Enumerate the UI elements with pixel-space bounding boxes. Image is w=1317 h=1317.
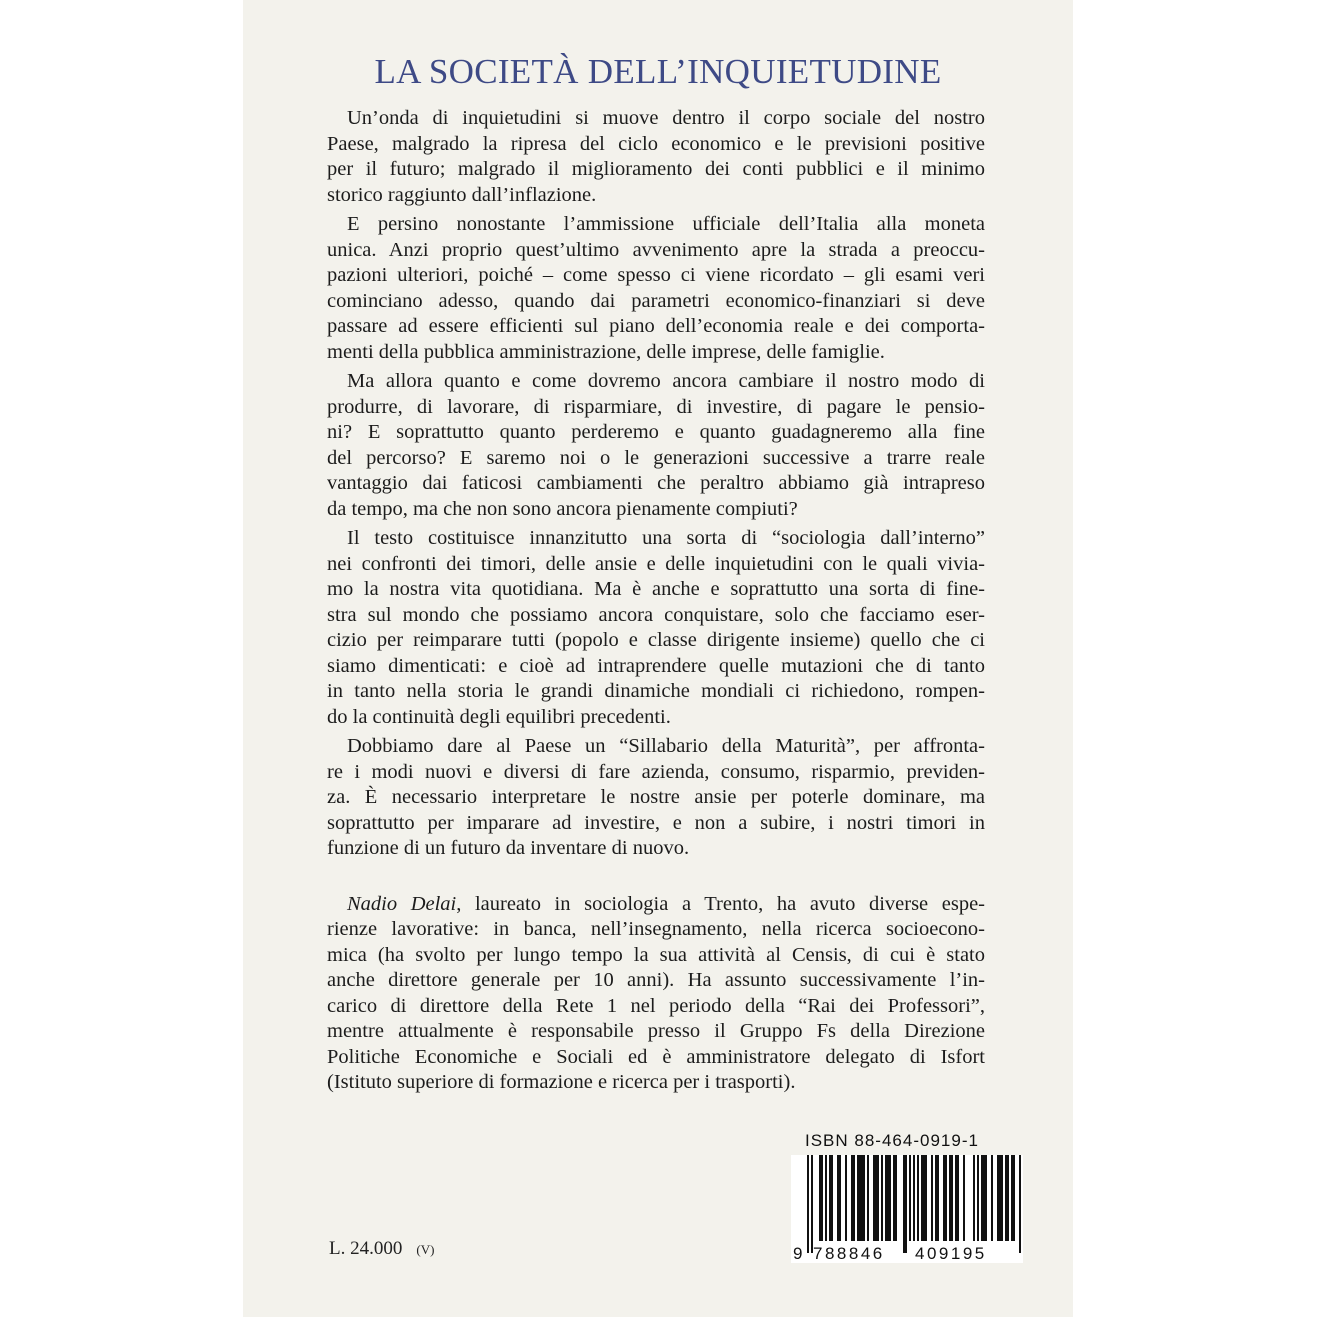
barcode-bar <box>1005 1155 1009 1241</box>
paragraph-line: nei confronti dei timori, delle ansie e delle inquietudini con le quali vivia- <box>327 552 985 575</box>
barcode-bar <box>949 1155 953 1241</box>
barcode-bar <box>943 1155 947 1241</box>
paragraph-line: Un’onda di inquietudini si muove dentro il corpo sociale del nostro <box>347 107 985 129</box>
barcode-bar <box>807 1155 809 1253</box>
barcode-bar <box>845 1155 847 1241</box>
author-bio <box>327 892 985 1096</box>
paragraph-line: siamo dimenticati: e cioè ad intraprendere quelle mutazioni che di tanto <box>327 654 985 677</box>
barcode-bar <box>921 1155 927 1241</box>
author-name: Nadio Delai <box>347 892 457 915</box>
paragraph-line: da tempo, ma che non sono ancora pienamente compiuti? <box>327 497 798 520</box>
paragraph-line: cizio per reimparare tutti (popolo e classe dirigente insieme) quello che ci <box>327 629 985 651</box>
barcode-bar <box>917 1155 919 1241</box>
blurb-paragraphs <box>327 106 985 862</box>
paragraph-line: do la continuità degli equilibri precedenti. <box>327 705 671 728</box>
paragraph-line: menti della pubblica amministrazione, delle imprese, delle famiglie. <box>327 340 885 363</box>
barcode-bar <box>837 1155 841 1241</box>
barcode-bar <box>931 1155 933 1241</box>
paragraph <box>327 212 985 365</box>
author-bio-line: anche direttore generale per 10 anni). Ha assunto successivamente l’in- <box>327 969 985 991</box>
barcode-right-digits: 409195 <box>915 1244 987 1263</box>
barcode-bar <box>973 1155 975 1241</box>
barcode-bar <box>935 1155 939 1241</box>
paragraph-line: za. È necessario interpretare le nostre ansie per poterle dominare, ma <box>327 786 985 808</box>
paragraph-line: E persino nonostante l’ammissione ufficiale dell’Italia alla moneta <box>347 213 985 235</box>
paragraph <box>327 369 985 522</box>
book-title: LA SOCIETÀ DELL’INQUIETUDINE <box>374 52 942 91</box>
paragraph-line: vantaggio dai faticosi cambiamenti che peraltro abbiamo già intrapreso <box>327 472 985 494</box>
barcode <box>791 1155 1023 1263</box>
price-value: L. 24.000 <box>329 1238 403 1259</box>
paragraph-line: ni? E soprattutto quanto perderemo e quanto guadagneremo alla fine <box>327 421 985 443</box>
barcode-bar <box>893 1155 897 1241</box>
barcode-bar <box>811 1155 813 1253</box>
barcode-bar <box>991 1155 993 1241</box>
barcode-bar <box>977 1155 979 1241</box>
barcode-bar <box>873 1155 879 1241</box>
barcode-bar <box>955 1155 959 1241</box>
book-back-cover <box>243 0 1073 1317</box>
author-bio-line: rienze lavorative: in banca, nell’insegnamento, nella ricerca socioecono- <box>327 918 985 940</box>
isbn-label: ISBN 88-464-0919-1 <box>805 1131 979 1150</box>
barcode-bar <box>1011 1155 1015 1241</box>
author-bio-line: mentre attualmente è responsabile presso il Gruppo Fs della Direzione <box>327 1020 985 1042</box>
paragraph-line: pazioni ulteriori, poiché – come spesso ci viene ricordato – gli esami veri <box>327 264 985 286</box>
author-bio-line: Politiche Economiche e Sociali ed è amministratore delegato di Isfort <box>327 1045 985 1068</box>
paragraph-line: Ma allora quanto e come dovremo ancora cambiare il nostro modo di <box>347 370 985 392</box>
price-code: (V) <box>416 1242 435 1257</box>
barcode-bar <box>825 1155 827 1241</box>
barcode-left-digits: 788846 <box>813 1244 885 1263</box>
paragraph-line: Il testo costituisce innanzitutto una sorta di “sociologia dall’interno” <box>347 527 985 549</box>
barcode-bar <box>819 1155 823 1241</box>
paragraph-line: Paese, malgrado la ripresa del ciclo economico e le previsioni positive <box>327 132 985 155</box>
author-bio-line: carico di direttore della Rete 1 nel periodo della “Rai dei Professori”, <box>327 994 985 1017</box>
barcode-bar <box>857 1155 865 1241</box>
author-bio-line: Nadio Delai, laureato in sociologia a Trento, ha avuto diverse espe- <box>347 892 985 915</box>
barcode-bar <box>867 1155 869 1241</box>
paragraph-line: Dobbiamo dare al Paese un “Sillabario della Maturità”, per affronta- <box>347 735 985 757</box>
paragraph-line: cominciano adesso, quando dai parametri economico-finanziari si deve <box>327 289 985 312</box>
barcode-bar <box>829 1155 833 1241</box>
author-bio-line: (Istituto superiore di formazione e ricerca per i trasporti). <box>327 1071 796 1093</box>
paragraph-line: stra sul mondo che possiamo ancora conquistare, solo che facciamo eser- <box>327 603 985 626</box>
paragraph-line: unica. Anzi proprio quest’ultimo avvenimento apre la strada a preoccu- <box>327 238 985 261</box>
paragraph-line: funzione di un futuro da inventare di nuovo. <box>327 837 690 859</box>
barcode-bar <box>963 1155 965 1241</box>
barcode-bar <box>1019 1155 1021 1253</box>
paragraph <box>327 106 985 208</box>
barcode-bar <box>997 1155 1003 1241</box>
paragraph-line: mo la nostra vita quotidiana. Ma è anche e soprattutto una sorta di fine- <box>327 578 985 600</box>
barcode-bar <box>903 1155 907 1253</box>
paragraph-line: soprattutto per imparare ad investire, e non a subire, i nostri timori in <box>327 811 985 834</box>
paragraph-line: passare ad essere efficienti sul piano dell’economia reale e dei comporta- <box>327 315 985 337</box>
paragraph-line: re i modi nuovi e diversi di fare azienda, consumo, risparmio, previden- <box>327 760 985 783</box>
paragraph-line: storico raggiunto dall’inflazione. <box>327 183 597 206</box>
barcode-lead-digit: 9 <box>793 1244 803 1263</box>
barcode-bar <box>881 1155 883 1241</box>
barcode-bar <box>851 1155 855 1241</box>
paragraph <box>327 526 985 730</box>
blurb-text <box>327 106 985 1100</box>
barcode-bar <box>909 1155 911 1241</box>
paragraph <box>327 734 985 862</box>
author-bio-line: mica (ha svolto per lungo tempo la sua attività al Censis, di cui è stato <box>327 943 985 966</box>
paragraph-line: in tanto nella storia le grandi dinamiche mondiali ci richiedono, rompen- <box>327 680 985 702</box>
barcode-bar <box>981 1155 987 1241</box>
barcode-bar <box>885 1155 891 1241</box>
paragraph-line: per il futuro; malgrado il miglioramento dei conti pubblici e il minimo <box>327 158 985 180</box>
paragraph-line: produrre, di lavorare, di risparmiare, di investire, di pagare le pensio- <box>327 395 985 418</box>
barcode-bar <box>913 1155 915 1241</box>
paragraph-line: del percorso? E saremo noi o le generazioni successive a trarre reale <box>327 446 985 469</box>
price <box>329 1238 434 1260</box>
